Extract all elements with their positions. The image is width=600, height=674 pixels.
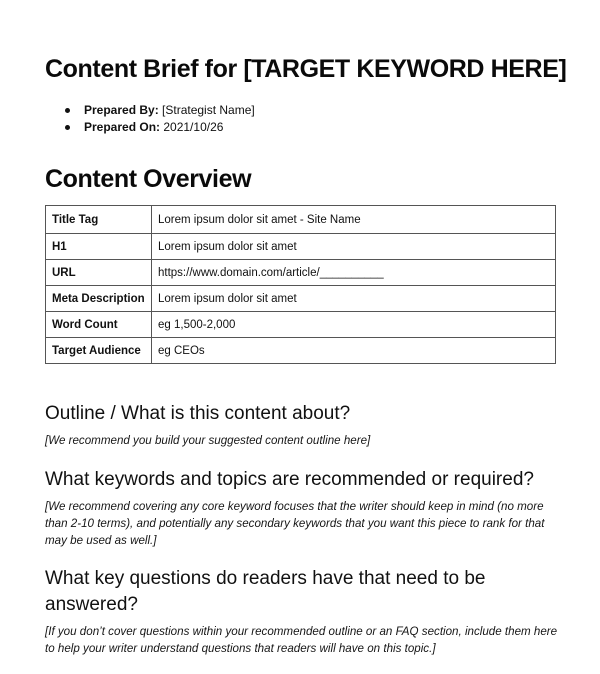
table-row [46, 234, 556, 260]
meta-prepared-by [65, 102, 255, 119]
keywords-note: [We recommend covering any core keyword focuses that the writer should keep in mind (no more than 2-10 terms), and potentially any secondary keywords that you want this piece to rank for that may be used as well.] [45, 500, 545, 547]
meta-label: Prepared On: [84, 120, 161, 134]
meta-value: [Strategist Name] [158, 103, 255, 117]
row-value: eg CEOs [152, 338, 556, 364]
content-overview-table [45, 205, 556, 364]
meta-prepared-on [65, 119, 255, 136]
questions-note: [If you don’t cover questions within your recommended outline or an FAQ section, include them here to help your writer understand questions that readers will have on this topic.] [45, 625, 558, 655]
meta-label: Prepared By: [84, 103, 159, 117]
row-key: Meta Description [46, 286, 152, 312]
table-row [46, 312, 556, 338]
row-key: Title Tag [46, 206, 152, 234]
table-row [46, 260, 556, 286]
row-key: Target Audience [46, 338, 152, 364]
keywords-heading: What keywords and topics are recommended or required? [45, 469, 534, 490]
row-value: eg 1,500-2,000 [152, 312, 556, 338]
brief-meta-list [65, 102, 255, 136]
row-key: Word Count [46, 312, 152, 338]
row-key: H1 [46, 234, 152, 260]
meta-value: 2021/10/26 [160, 120, 224, 134]
table-row [46, 286, 556, 312]
questions-heading: What key questions do readers have that need to be answered? [45, 568, 486, 615]
row-key: URL [46, 260, 152, 286]
row-value: Lorem ipsum dolor sit amet [152, 286, 556, 312]
table-row [46, 206, 556, 234]
document-title: Content Brief for [TARGET KEYWORD HERE] [45, 55, 567, 83]
table-row [46, 338, 556, 364]
row-value: Lorem ipsum dolor sit amet [152, 234, 556, 260]
bullet-icon [65, 125, 70, 130]
outline-note: [We recommend you build your suggested content outline here] [45, 434, 371, 447]
row-value: https://www.domain.com/article/__________ [152, 260, 556, 286]
outline-heading: Outline / What is this content about? [45, 403, 351, 424]
row-value: Lorem ipsum dolor sit amet - Site Name [152, 206, 556, 234]
bullet-icon [65, 108, 70, 113]
content-overview-heading: Content Overview [45, 165, 252, 193]
